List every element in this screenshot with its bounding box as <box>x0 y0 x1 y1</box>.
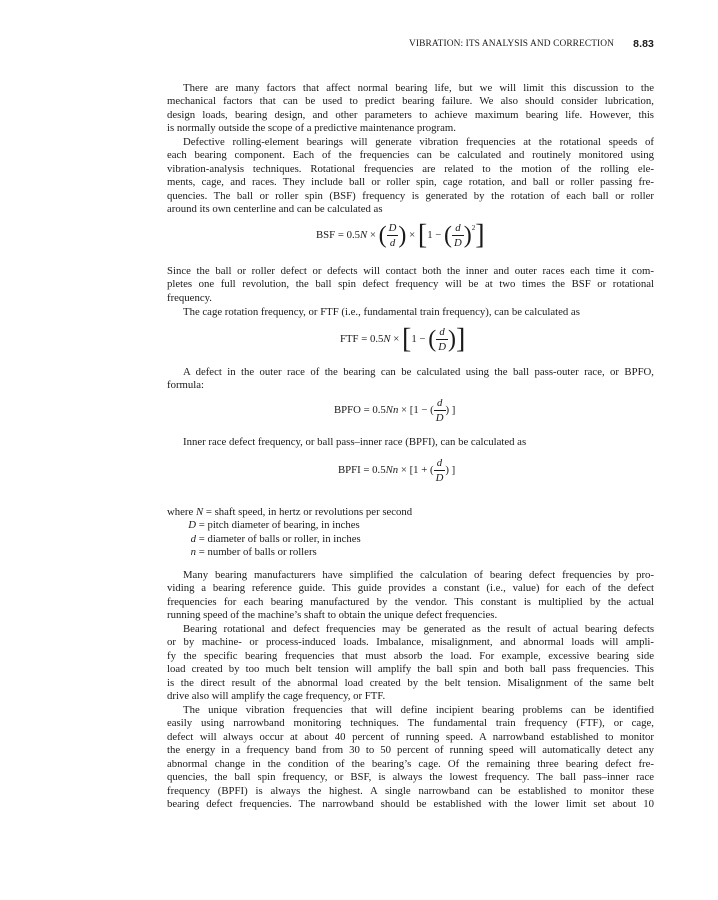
text-line: Bearing rotational and defect frequencies may be generated as the result of actual bearing defects <box>183 623 654 635</box>
text-line: the energy in a frequency band from 30 to 50 percent of running speed will automatically detect any <box>167 744 654 757</box>
text-line: pletes one full revolution, the ball spin defect frequency will be at two times the BSF or rotational <box>167 278 654 291</box>
fraction-bar <box>434 410 446 411</box>
running-head <box>167 38 654 52</box>
equation-ftf <box>340 323 466 355</box>
paragraph-8 <box>167 623 654 704</box>
variable-definitions <box>167 506 412 559</box>
text-line: A defect in the outer race of the bearing can be calculated using the ball pass-outer race, or BPFO, <box>183 366 654 378</box>
definition-row <box>167 519 412 532</box>
text-line: drive also will amplify the cage frequency, or FTF. <box>167 690 386 703</box>
fraction <box>452 222 464 249</box>
text-line: abnormal change in the condition of the bearing’s cage. Of the remaining three bearing defect fre- <box>167 757 654 770</box>
eq-one-minus: 1 − <box>427 228 442 241</box>
eq-lhs: BPFO = 0.5 <box>334 403 386 416</box>
denominator: D <box>435 412 444 424</box>
eq-var: Nn <box>385 463 399 476</box>
numerator: d <box>455 222 461 234</box>
bracket-right: ] <box>475 219 485 251</box>
text-line: is normally outside the scope of a predictive maintenance program. <box>167 122 456 135</box>
definition-text: = shaft speed, in hertz or revolutions per second <box>205 506 413 518</box>
paragraph-6 <box>167 436 654 449</box>
bracket-left: [ <box>402 323 412 355</box>
bracket-left: [ <box>417 219 428 251</box>
numerator: d <box>439 326 445 338</box>
eq-one-minus: 1 − <box>411 332 426 345</box>
fraction <box>436 326 448 353</box>
text-line: is the direct result of the abnormal load created by the belt tension. Misalignment of the same belt <box>167 676 654 689</box>
paragraph-4 <box>167 306 654 319</box>
text-line: Since the ball or roller defect or defects will contact both the inner and outer races each time it com- <box>167 265 654 277</box>
text-line: bearing defect frequencies. The narrowband should be established with the lower limit set about 10 <box>167 798 654 811</box>
paren-left: ( <box>428 326 437 353</box>
equation-bsf <box>316 219 485 251</box>
definition-row <box>167 533 412 546</box>
text-line: mechanical factors that can be used to predict bearing failure. We also should consider lubrication, <box>167 95 654 108</box>
paragraph-2 <box>167 136 654 217</box>
text-line: There are many factors that affect normal bearing life, but we will limit this discussion to the <box>183 82 654 94</box>
definition-var: N <box>195 506 204 518</box>
bracket-right: ] <box>455 323 466 355</box>
text-line: The unique vibration frequencies that will define incipient bearing problems can be identified <box>183 704 654 716</box>
definition-var: d <box>190 532 196 545</box>
definition-var: D <box>188 519 196 532</box>
paragraph-7 <box>167 569 654 623</box>
definition-var: n <box>190 545 196 558</box>
text-line: frequency. <box>167 291 212 304</box>
text-line: easily using narrowband monitoring techniques. The fundamental train frequency (FTF), or cage, <box>167 717 654 730</box>
eq-lhs: FTF = 0.5 <box>340 332 384 345</box>
fraction-bar <box>436 339 448 340</box>
text-line: fy the specific bearing frequencies that must absorb the load. For example, excessive bearing side <box>167 649 654 662</box>
paren-left: ( <box>378 222 387 249</box>
text-line: formula: <box>167 379 205 392</box>
denominator: D <box>435 472 444 484</box>
denominator: d <box>389 237 396 249</box>
text-line: frequency (BPFI) is always the highest. A single narrowband can be established to monitor these <box>167 784 654 797</box>
text-line: running speed of the machine’s shaft to obtain the unique defect frequencies. <box>167 609 498 622</box>
numerator: d <box>436 397 443 409</box>
text-line: The cage rotation frequency, or FTF (i.e., fundamental train frequency), can be calculated as <box>183 306 580 318</box>
eq-close: ) ] <box>445 463 456 476</box>
fraction-bar <box>452 235 464 236</box>
definition-row <box>167 506 412 519</box>
text-line: Many bearing manufacturers have simplified the calculation of bearing defect frequencies by pro- <box>183 569 654 581</box>
equation-bpfi <box>338 457 455 484</box>
text-line: frequencies for each bearing manufactured by the vendor. This constant is multiplied by the actual <box>167 595 654 608</box>
text-line: or by machine- or process-induced loads. Imbalance, misalignment, and abnormal loads will ampli- <box>167 636 654 649</box>
definition-text: = number of balls or rollers <box>198 545 317 558</box>
eq-var: N <box>360 228 368 241</box>
paragraph-1 <box>167 82 654 136</box>
denominator: D <box>454 237 462 249</box>
text-line: defect will always occur at about 40 percent of running speed. A narrowband established to monitor <box>167 730 654 743</box>
paren-right: ) <box>463 222 472 249</box>
text-line: each bearing component. Each of the frequencies can be calculated and routinely monitored using <box>167 149 654 162</box>
text-line: design loads, bearing design, and other parameters to achieve maximum bearing life. However, this <box>167 108 654 121</box>
paragraph-3 <box>167 265 654 305</box>
eq-operator: × [1 − ( <box>398 403 434 416</box>
text-line: Inner race defect frequency, or ball pass–inner race (BPFI), can be calculated as <box>183 436 527 448</box>
paragraph-9 <box>167 704 654 812</box>
text-line: quencies, the ball spin frequency, or BSF, is always the lowest frequency. The ball pass–inner race <box>167 771 654 784</box>
eq-lhs: BPFI = 0.5 <box>338 463 386 476</box>
definition-text: = diameter of balls or roller, in inches <box>198 532 361 545</box>
text-line: quencies. The ball or roller spin (BSF) frequency is generated by the rotation of each ball or roller <box>167 189 654 202</box>
paragraph-5 <box>167 366 654 393</box>
running-title: VIBRATION: ITS ANALYSIS AND CORRECTION <box>409 39 614 49</box>
fraction <box>434 457 446 484</box>
denominator: D <box>438 341 446 353</box>
where-intro: where <box>167 506 194 518</box>
eq-close: ) ] <box>445 403 456 416</box>
paren-right: ) <box>447 326 456 353</box>
fraction-bar <box>434 470 446 471</box>
text-line: vibration-analysis techniques. Rotational frequencies are related to the motion of the rolling ele- <box>167 162 654 175</box>
eq-operator: × <box>393 332 400 345</box>
text-line: Defective rolling-element bearings will generate vibration frequencies at the rotational speeds of <box>183 136 654 148</box>
paren-left: ( <box>444 222 453 249</box>
text-line: around its own centerline and can be calculated as <box>167 203 383 216</box>
page-number: 8.83 <box>633 38 654 50</box>
definition-text: = pitch diameter of bearing, in inches <box>198 519 360 532</box>
eq-lhs: BSF = 0.5 <box>316 228 361 241</box>
paren-right: ) <box>398 222 407 249</box>
eq-operator: × [1 + ( <box>398 463 434 476</box>
numerator: d <box>436 457 443 469</box>
numerator: D <box>388 222 397 234</box>
fraction <box>434 397 446 424</box>
text-line: ments, cage, and races. They include ball or roller spin, cage rotation, and ball or roller passing fre- <box>167 176 654 189</box>
eq-operator: × <box>409 228 416 241</box>
exponent: 2 <box>471 223 476 232</box>
eq-var: N <box>383 332 391 345</box>
equation-bpfo <box>334 397 455 424</box>
fraction-bar <box>387 235 399 236</box>
text-line: load created by too much belt tension will amplify the ball spin and both ball pass frequencies. This <box>167 663 654 676</box>
eq-operator: × <box>369 228 376 241</box>
eq-var: Nn <box>385 403 399 416</box>
definition-row <box>167 546 412 559</box>
text-line: viding a bearing reference guide. This guide provides a constant (i.e., value) for each of the defect <box>167 582 654 595</box>
fraction <box>387 222 399 249</box>
